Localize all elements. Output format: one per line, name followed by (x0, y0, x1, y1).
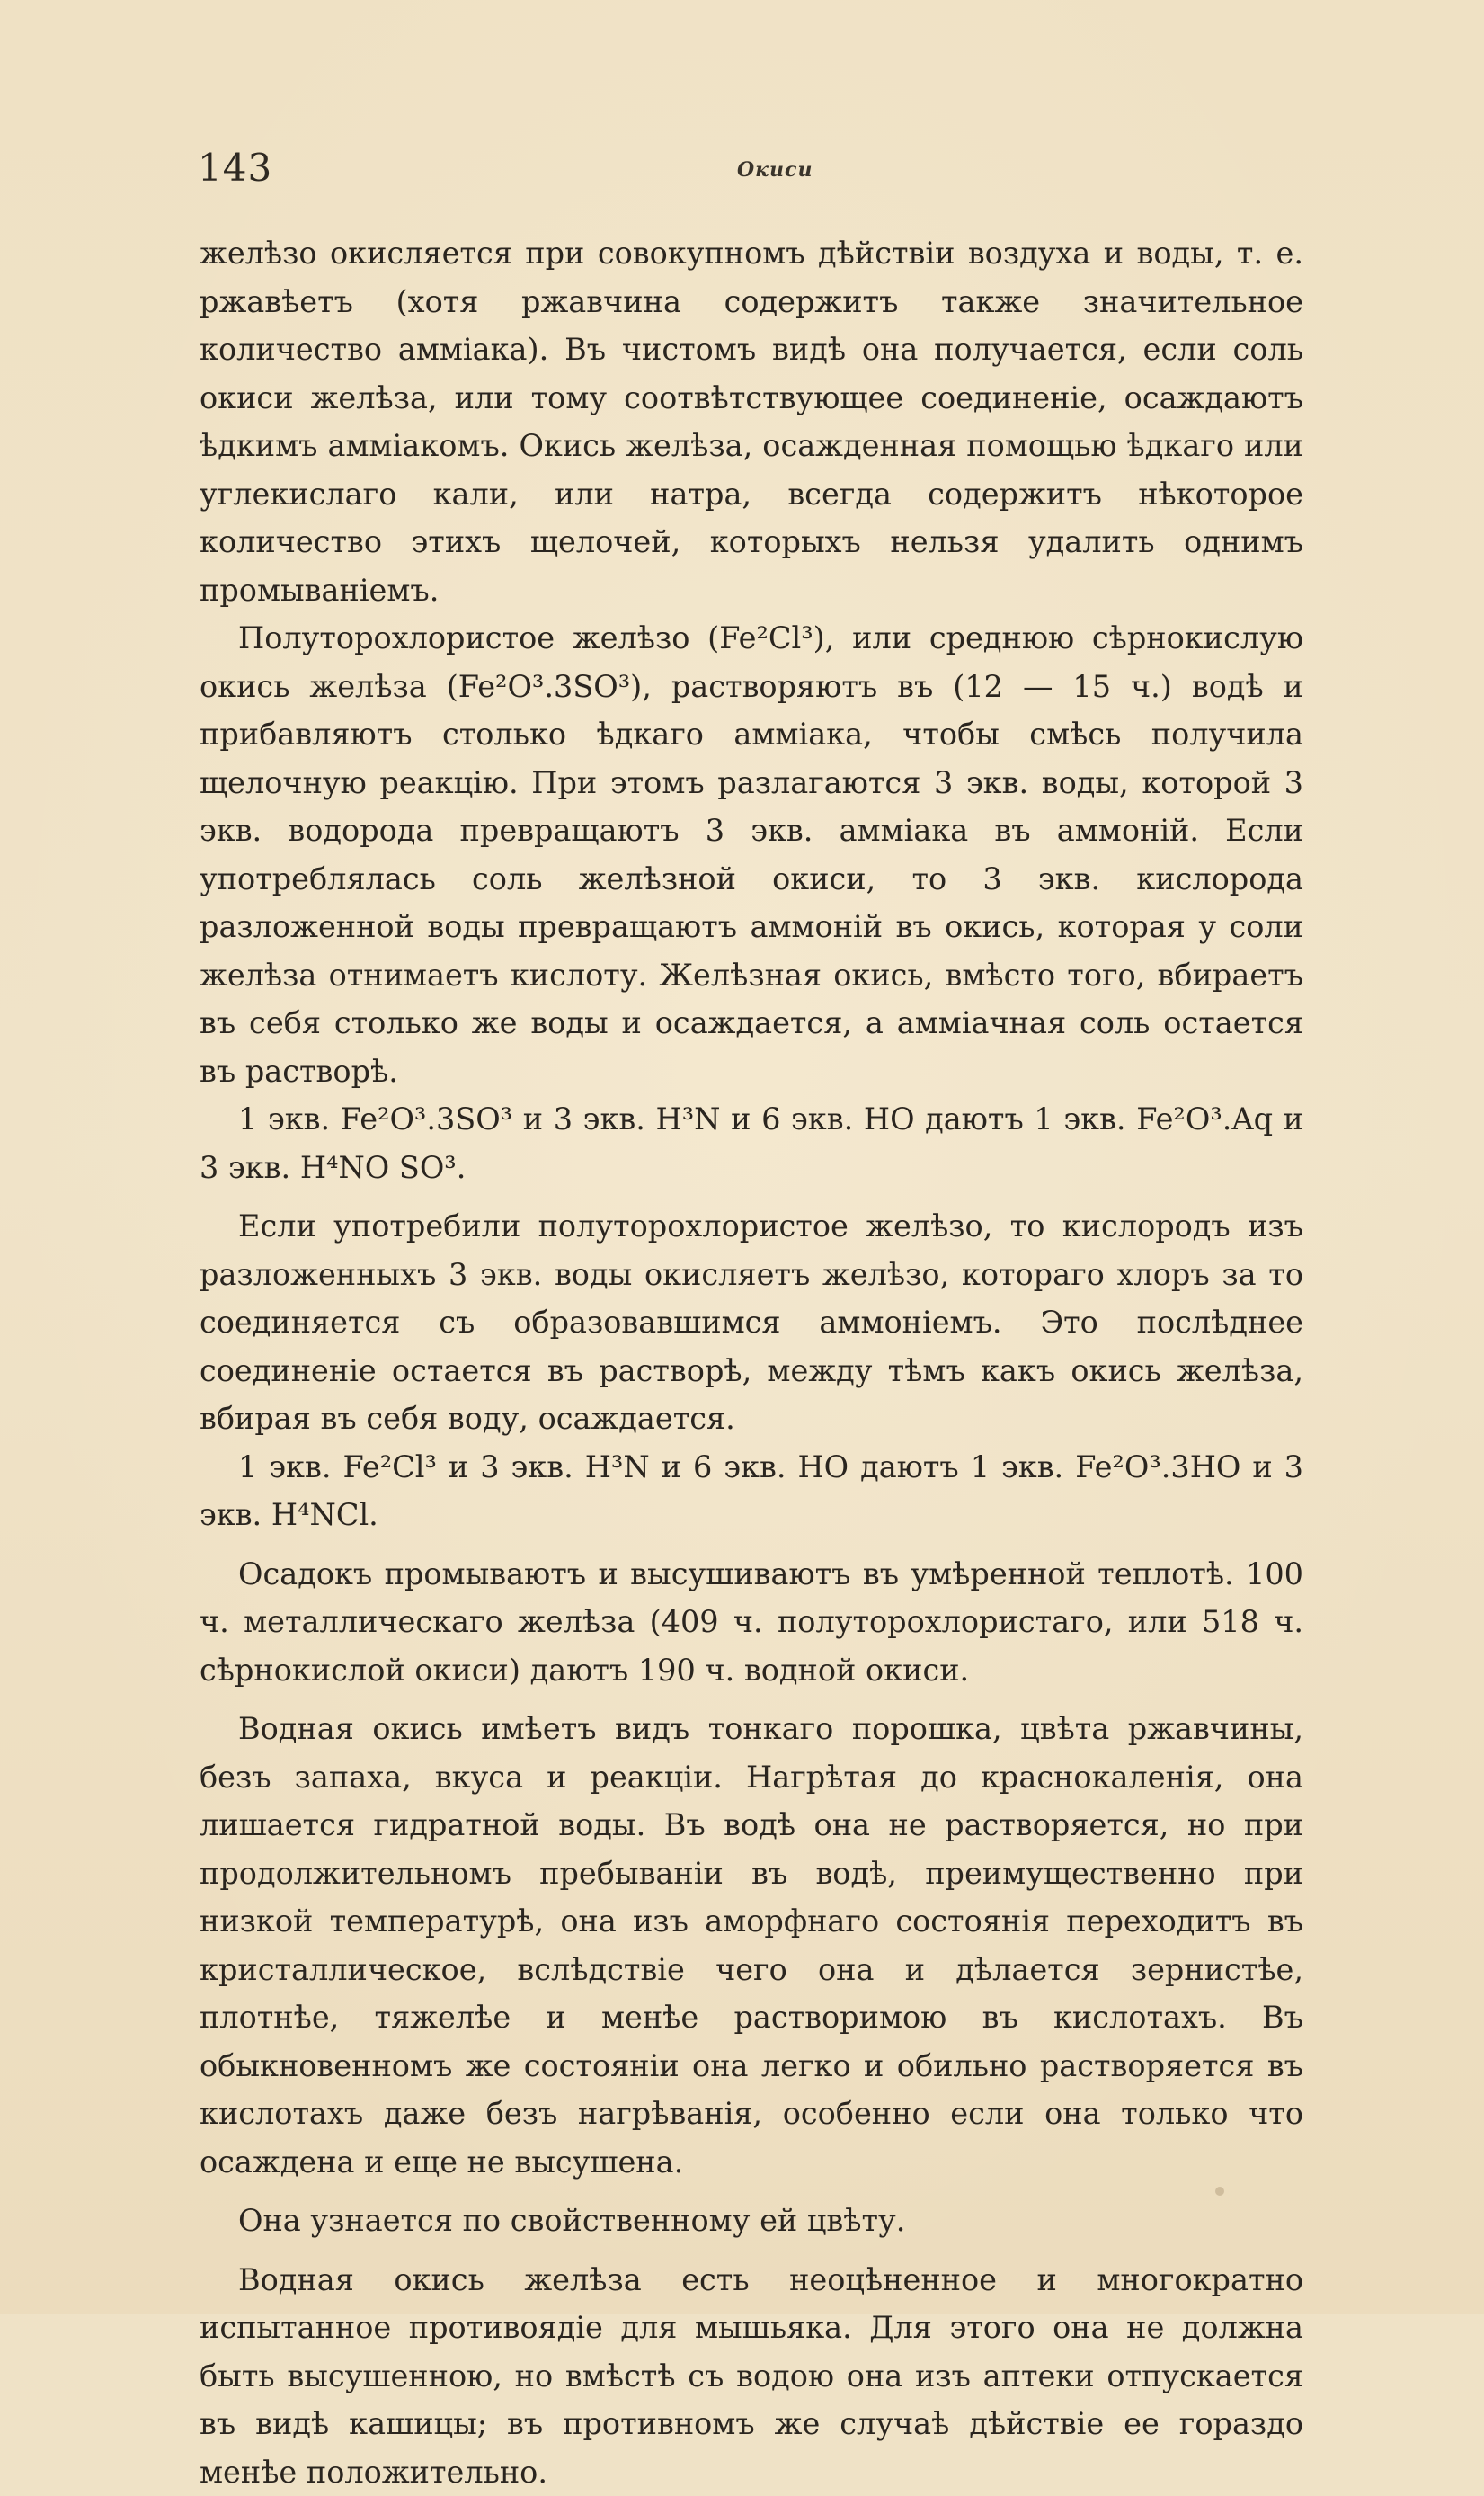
running-head: Окиси (737, 158, 813, 182)
equation-2: 1 экв. Fe²Cl³ и 3 экв. H³N и 6 экв. HO даютъ 1 экв. Fe²O³.3HO и 3 экв. H⁴NCl. (200, 1443, 1303, 1539)
paragraph-1: желѣзо окисляется при совокупномъ дѣйствіи воздуха и воды, т. е. ржавѣетъ (хотя ржавчина содержитъ также значительное количество амміака). Въ чистомъ видѣ она получается, если соль окиси желѣза, или тому соотвѣтствующее соединеніе, осаждаютъ ѣдкимъ амміакомъ. Окись желѣза, осажденная помощью ѣдкаго или углекислаго кали, или натра, всегда содержитъ нѣкоторое количество этихъ щелочей, которыхъ нельзя удалить однимъ промываніемъ. (200, 229, 1303, 614)
paragraph-6: Она узнается по свойственному ей цвѣту. (200, 2197, 1303, 2245)
paragraph-4: Осадокъ промываютъ и высушиваютъ въ умѣренной теплотѣ. 100 ч. металлическаго желѣза (409 ч. полуторохлористаго, или 518 ч. сѣрнокислой окиси) даютъ 190 ч. водной окиси. (200, 1550, 1303, 1695)
equation-1: 1 экв. Fe²O³.3SO³ и 3 экв. H³N и 6 экв. HO даютъ 1 экв. Fe²O³.Aq и 3 экв. H⁴NO SO³. (200, 1095, 1303, 1191)
paragraph-2: Полуторохлористое желѣзо (Fe²Cl³), или среднюю сѣрнокислую окись желѣза (Fe²O³.3SO³), растворяютъ въ (12 — 15 ч.) водѣ и прибавляютъ столько ѣдкаго амміака, чтобы смѣсь получила щелочную реакцію. При этомъ разлагаются 3 экв. воды, которой 3 экв. водорода превращаютъ 3 экв. амміака въ аммоній. Если употреблялась соль желѣзной окиси, то 3 экв. кислорода разложенной воды превращаютъ аммоній въ окись, которая у соли желѣза отнимаетъ кислоту. Желѣзная окись, вмѣсто того, вбираетъ въ себя столько же воды и осаждается, а амміачная соль остается въ растворѣ. (200, 614, 1303, 1095)
page-number: 143 (198, 146, 272, 190)
body-text (200, 229, 1303, 2496)
paragraph-5: Водная окись имѣетъ видъ тонкаго порошка, цвѣта ржавчины, безъ запаха, вкуса и реакціи. Нагрѣтая до краснокаленія, она лишается гидратной воды. Въ водѣ она не растворяется, но при продолжительномъ пребываніи въ водѣ, преимущественно при низкой температурѣ, она изъ аморфнаго состоянія переходитъ въ кристаллическое, вслѣдствіе чего она и дѣлается зернистѣе, плотнѣе, тяжелѣе и менѣе растворимою въ кислотахъ. Въ обыкновенномъ же состояніи она легко и обильно растворяется въ кислотахъ даже безъ нагрѣванія, особенно если она только что осаждена и еще не высушена. (200, 1705, 1303, 2186)
paragraph-7: Водная окись желѣза есть неоцѣненное и многократно испытанное противоядіе для мышьяка. Для этого она не должна быть высушенною, но вмѣстѣ съ водою она изъ аптеки отпускается въ видѣ кашицы; въ противномъ же случаѣ дѣйствіе ее гораздо менѣе положительно. (200, 2256, 1303, 2496)
paper-speck (1215, 2187, 1224, 2196)
page-header (198, 146, 1312, 200)
paragraph-3: Если употребили полуторохлористое желѣзо, то кислородъ изъ разложенныхъ 3 экв. воды окисляетъ желѣзо, котораго хлоръ за то соединяется съ образовавшимся аммоніемъ. Это послѣднее соединеніе остается въ растворѣ, между тѣмъ какъ окись желѣза, вбирая въ себя воду, осаждается. (200, 1202, 1303, 1443)
